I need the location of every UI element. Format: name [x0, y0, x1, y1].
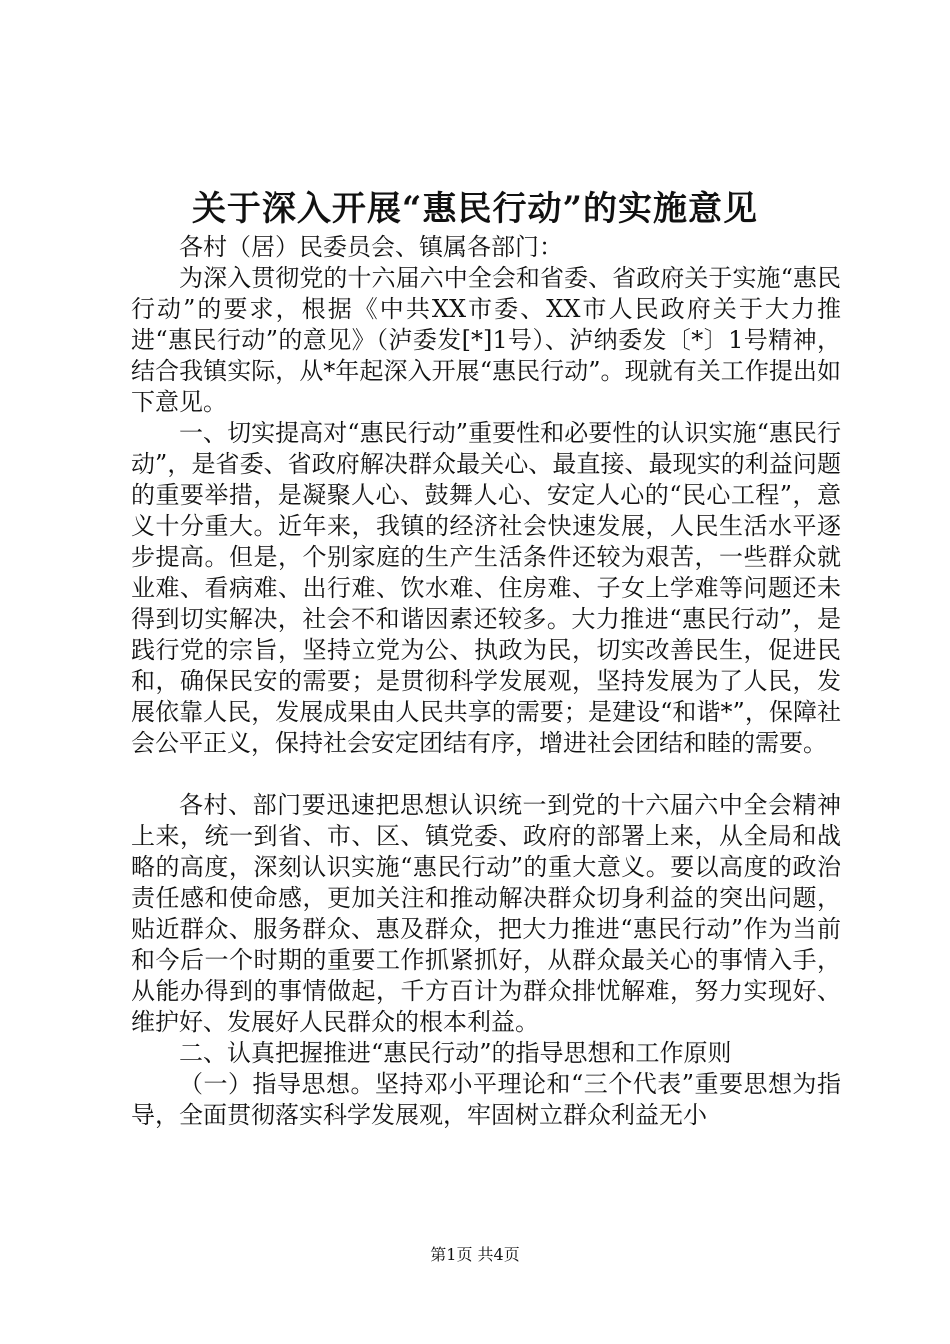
document-body	[131, 232, 841, 1131]
body-paragraph: （一）指导思想。坚持邓小平理论和“三个代表”重要思想为指导，全面贯彻落实科学发展观，牢固树立群众利益无小	[131, 1070, 841, 1129]
salutation-paragraph: 各村（居）民委员会、镇属各部门：	[179, 233, 563, 261]
page-number: 第1页 共4页	[430, 1245, 520, 1264]
section-one-paragraph: 一、切实提高对“惠民行动”重要性和必要性的认识实施“惠民行动”，是省委、省政府解决群众最关心、最直接、最现实的利益问题的重要举措，是凝聚人心、鼓舞人心、安定人心的“民心工程”，意义十分重大。近年来，我镇的经济社会快速发展，人民生活水平逐步提高。但是，个别家庭的生产生活条件还较为艰苦，一些群众就业难、看病难、出行难、饮水难、住房难、子女上学难等问题还未得到切实解决，社会不和谐因素还较多。大力推进“惠民行动”，是践行党的宗旨，坚持立党为公、执政为民，切实改善民生，促进民和，确保民安的需要；是贯彻科学发展观，坚持发展为了人民，发展依靠人民，发展成果由人民共享的需要；是建设“和谐*”，保障社会公平正义，保持社会安定团结有序，增进社会团结和睦的需要。	[131, 419, 841, 757]
body-paragraph: 为深入贯彻党的十六届六中全会和省委、省政府关于实施“惠民行动”的要求，根据《中共XX市委、XX市人民政府关于大力推进“惠民行动”的意见》（泸委发[*]1号）、泸纳委发〔*〕1号精神，结合我镇实际，从*年起深入开展“惠民行动”。现就有关工作提出如下意见。	[131, 264, 841, 416]
paragraph-spacer	[131, 759, 841, 790]
section-two-heading: 二、认真把握推进“惠民行动”的指导思想和工作原则	[179, 1039, 732, 1067]
document-title: 关于深入开展“惠民行动”的实施意见	[191, 189, 759, 229]
body-paragraph: 各村、部门要迅速把思想认识统一到党的十六届六中全会精神上来，统一到省、市、区、镇党委、政府的部署上来，从全局和战略的高度，深刻认识实施“惠民行动”的重大意义。要以高度的政治责任感和使命感，更加关注和推动解决群众切身利益的突出问题，贴近群众、服务群众、惠及群众，把大力推进“惠民行动”作为当前和今后一个时期的重要工作抓紧抓好，从群众最关心的事情入手，从能办得到的事情做起，千方百计为群众排忧解难，努力实现好、维护好、发展好人民群众的根本利益。	[131, 791, 841, 1036]
